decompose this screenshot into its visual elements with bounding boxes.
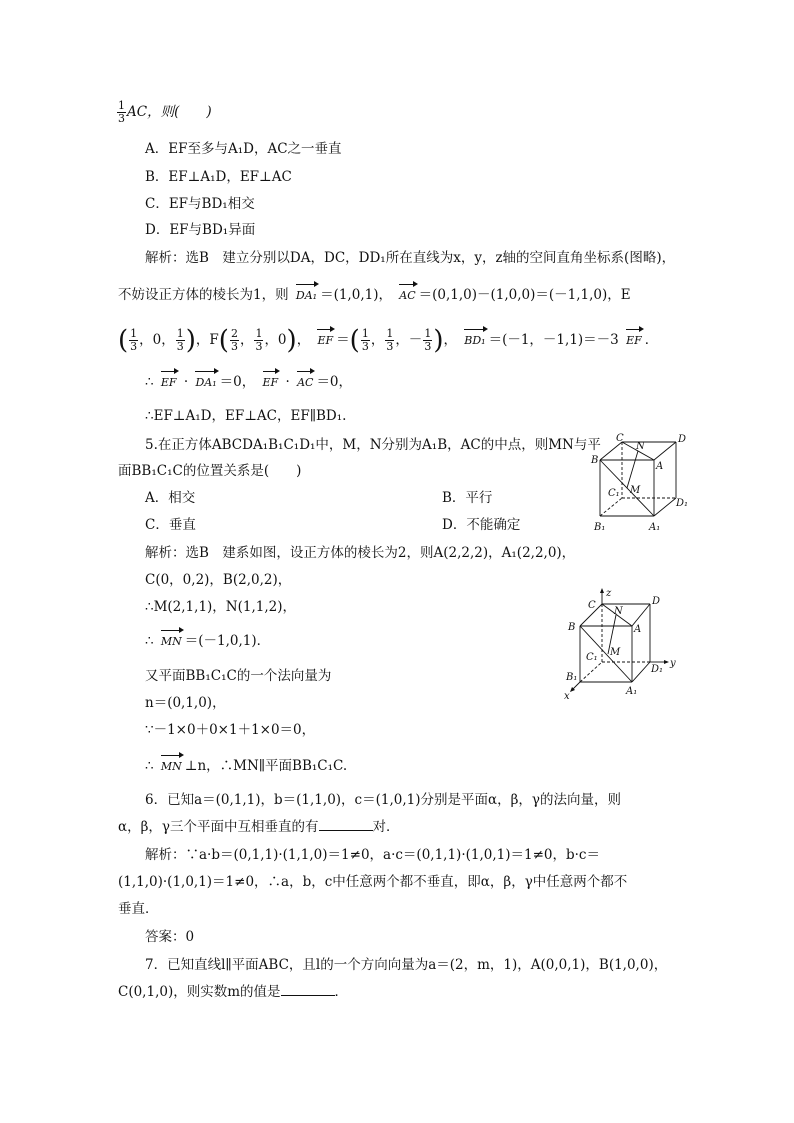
q4-solution-line2: 不妨设正方体的棱长为1，则 DA₁ ＝(1,0,1)， AC ＝(0,1,0)－(1,0,0)＝(－1,1,0)，E — [118, 287, 631, 303]
cube2-label: B₁ — [566, 672, 578, 683]
vector-da1: DA₁ — [195, 374, 216, 392]
cube2-label: M — [610, 647, 621, 658]
option-a: A．EF至多与A₁D，AC之一垂直 — [145, 141, 342, 157]
q7-stem-line2: C(0,1,0)，则实数m的值是 ． — [118, 984, 349, 1000]
cube2-label: B — [568, 622, 576, 633]
stem-text: AC，则( ) — [127, 104, 212, 120]
cube2-label: N — [614, 606, 623, 617]
q5-solution-line1: 解析：选B 建系如图，设正方体的棱长为2，则A(2,2,2)，A₁(2,2,0)， — [145, 545, 576, 561]
q7-stem-line1: 7．已知直线l∥平面ABC，且l的一个方向向量为a＝(2，m，1)，A(0,0,1)，B(1,0,0)， — [145, 957, 668, 973]
q5-option-d: D．不能确定 — [442, 517, 521, 533]
vector-ef: EF — [317, 332, 333, 350]
q5-option-c: C．垂直 — [145, 517, 196, 533]
cube-figure-2 — [560, 588, 680, 700]
cube1-label: C — [616, 433, 624, 444]
cube1-label: M — [630, 485, 641, 496]
cube2-label: z — [606, 588, 612, 599]
q4-solution-line1: 解析：选B 建立分别以DA，DC，DD₁所在直线为x，y，z轴的空间直角坐标系(图略)， — [145, 250, 676, 266]
answer-blank — [281, 983, 335, 996]
q6-solution-line1: 解析：∵a·b＝(0,1,1)·(1,1,0)＝1≠0，a·c＝(0,1,1)·(1,0,1)＝1≠0，b·c＝ — [145, 847, 600, 863]
q5-solution-line3: ∴M(2,1,1)，N(1,1,2)， — [145, 599, 296, 615]
q5-solution-line7: ∵－1×0＋0×1＋1×0＝0， — [145, 722, 316, 738]
option-d: D．EF与BD₁异面 — [145, 222, 256, 238]
vector-bd1: BD₁ — [464, 332, 485, 350]
vector-mn: MN — [161, 633, 182, 651]
cube1-label: A₁ — [649, 522, 661, 533]
cube1-label: D₁ — [676, 498, 689, 509]
q6-stem-line1: 6．已知a＝(0,1,1)，b＝(1,1,0)，c＝(1,0,1)分别是平面α，β，γ的法向量，则 — [145, 792, 621, 808]
vector-mn: MN — [161, 758, 182, 776]
cube1-label: C₁ — [608, 488, 620, 499]
vector-da1: DA₁ — [296, 287, 317, 305]
cube2-label: y — [670, 658, 676, 669]
cube2-label: C₁ — [586, 652, 598, 663]
cube2-label: D₁ — [651, 664, 664, 675]
question-stem-end — [116, 100, 212, 125]
q5-solution-line2: C(0，0,2)，B(2,0,2)， — [145, 572, 292, 588]
cube1-label: B — [591, 455, 599, 466]
cube2-label: D — [652, 596, 661, 607]
q6-answer: 答案：0 — [145, 929, 195, 945]
q5-stem-line1: 5.在正方体ABCDA₁B₁C₁D₁中，M，N分别为A₁B，AC的中点，则MN与平 — [145, 437, 601, 453]
cube1-label: D — [678, 434, 687, 445]
cube2-label: A₁ — [626, 686, 638, 697]
cube2-label: A — [634, 624, 642, 635]
q5-solution-line5: 又平面BB₁C₁C的一个法向量为 — [145, 668, 332, 684]
cube1-label: B₁ — [594, 522, 606, 533]
fraction-one-third: $\frac{1}{3}$ — [118, 99, 125, 125]
cube2-label: x — [564, 691, 570, 700]
q6-solution-line3: 垂直． — [118, 901, 159, 917]
cube2-label: C — [588, 600, 596, 611]
cube1-label: N — [636, 441, 645, 452]
vector-ef: EF — [263, 374, 279, 392]
q5-option-b: B．平行 — [442, 490, 493, 506]
q5-solution-line8: ∴ MN ⊥n，∴MN∥平面BB₁C₁C. — [145, 758, 348, 774]
cube-figure-1 — [586, 432, 696, 536]
q5-solution-line4: ∴ MN ＝(－1,0,1)． — [145, 633, 271, 649]
option-c: C．EF与BD₁相交 — [145, 196, 255, 212]
q5-stem-line2: 面BB₁C₁C的位置关系是( ) — [118, 463, 302, 479]
q4-solution-line4: ∴ EF · DA₁ ＝0， EF · AC ＝0， — [145, 374, 353, 390]
option-b: B．EF⊥A₁D，EF⊥AC — [145, 169, 292, 185]
q5-solution-line6: n＝(0,1,0)， — [145, 695, 226, 711]
q4-solution-line5: ∴EF⊥A₁D，EF⊥AC，EF∥BD₁. — [145, 408, 347, 424]
vector-ef: EF — [626, 332, 642, 350]
q6-solution-line2: (1,1,0)·(1,0,1)＝1≠0，∴a，b，c中任意两个都不垂直，即α，β，γ中任意两个都不 — [118, 874, 628, 890]
vector-ef: EF — [161, 374, 177, 392]
vector-ac: AC — [297, 374, 313, 392]
vector-ac: AC — [399, 287, 415, 305]
answer-blank — [319, 818, 373, 831]
q4-solution-line3: ( $\frac{1}{3}$ ，0， $\frac{1}{3}$ )，F( $\frac{2}{3}$ ， $\frac{1}{3}$ ，0)， EF ＝( $\frac{1}{3}$ ， $\frac{1}{3}$ ，－ $\frac{1}{3}$ )， BD₁ ＝(－1，－1,1)＝－3 EF ． — [118, 325, 659, 356]
q6-stem-line2: α，β，γ三个平面中互相垂直的有 对． — [118, 819, 400, 835]
cube1-label: A — [656, 461, 664, 472]
q5-option-a: A．相交 — [145, 490, 196, 506]
